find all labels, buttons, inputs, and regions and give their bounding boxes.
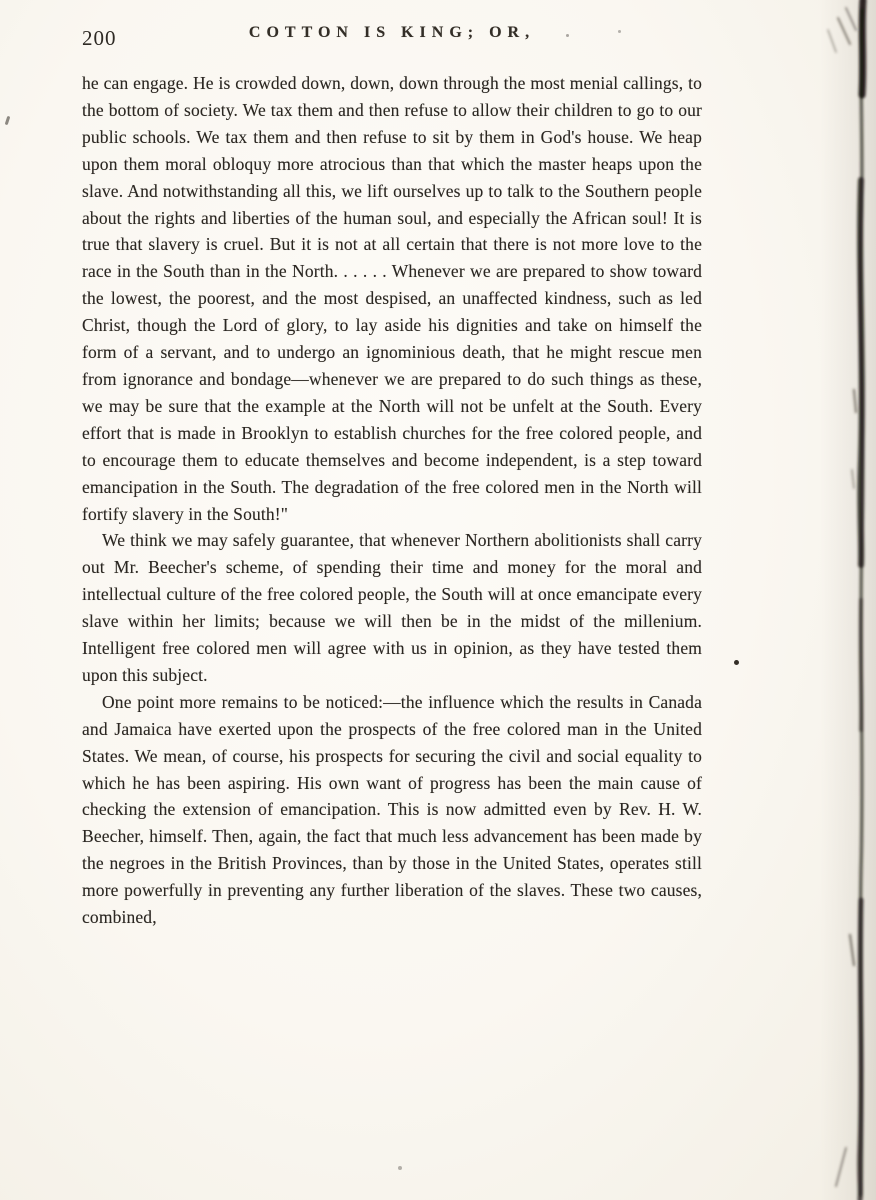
ink-speck bbox=[734, 660, 739, 665]
paragraph: One point more remains to be noticed:—the influence which the results in Canada and Jamaica have exerted upon the prospects of the free colored man in the United States. We mean, of course, his prospects for securing the civil and social equality to which he has been aspiring. His own want of progress has been the main cause of checking the extension of emancipation. This is now admitted even by Rev. H. W. Beecher, himself. Then, again, the fact that much less advancement has been made by the negroes in the British Provinces, than by those in the United States, operates still more powerfully in preventing any further liberation of the slaves. These two causes, combined, bbox=[82, 691, 702, 928]
page-header bbox=[82, 24, 702, 54]
page-number: 200 bbox=[82, 26, 117, 50]
running-header-title: COTTON IS KING; OR, bbox=[248, 24, 536, 41]
page-body bbox=[82, 70, 702, 931]
ink-speck bbox=[398, 1166, 402, 1170]
ink-speck bbox=[5, 116, 11, 125]
binding-shadow bbox=[820, 0, 876, 1200]
paragraph: he can engage. He is crowded down, down, down through the most menial callings, to the bottom of society. We tax them and then refuse to allow their children to go to our public schools. We tax them and then refuse to sit by them in God's house. We heap upon them moral obloquy more atrocious than that which the master heaps upon the slave. And notwithstanding all this, we lift ourselves up to talk to the Southern people about the rights and liberties of the human soul, and especially the African soul! It is true that slavery is cruel. But it is not at all certain that there is not more love to the race in the South than in the North. . . . . . Whenever we are prepared to show toward the lowest, the poorest, and the most despised, an unaffected kindness, such as led Christ, though the Lord of glory, to lay aside his dignities and take on himself the form of a servant, and to undergo an ignominious death, that he might rescue men from ignorance and bondage—whenever we are prepared to do such things as these, we may be sure that the example at the North will not be unfelt at the South. Every effort that is made in Brooklyn to establish churches for the free colored people, and to encourage them to educate themselves and become independent, is a step toward emancipation in the South. The degradation of the free colored men in the North will fortify slavery in the South!" bbox=[82, 73, 702, 524]
paragraph: We think we may safely guarantee, that whenever Northern abolitionists shall carry out Mr. Beecher's scheme, of spending their time and money for the moral and intellectual culture of the free colored people, the South will at once emancipate every slave within her limits; because we will then be in the midst of the millenium. Intelligent free colored men will agree with us in opinion, as they have tested them upon this subject. bbox=[82, 530, 702, 685]
scan-artifact-binding-edge bbox=[776, 0, 876, 1200]
